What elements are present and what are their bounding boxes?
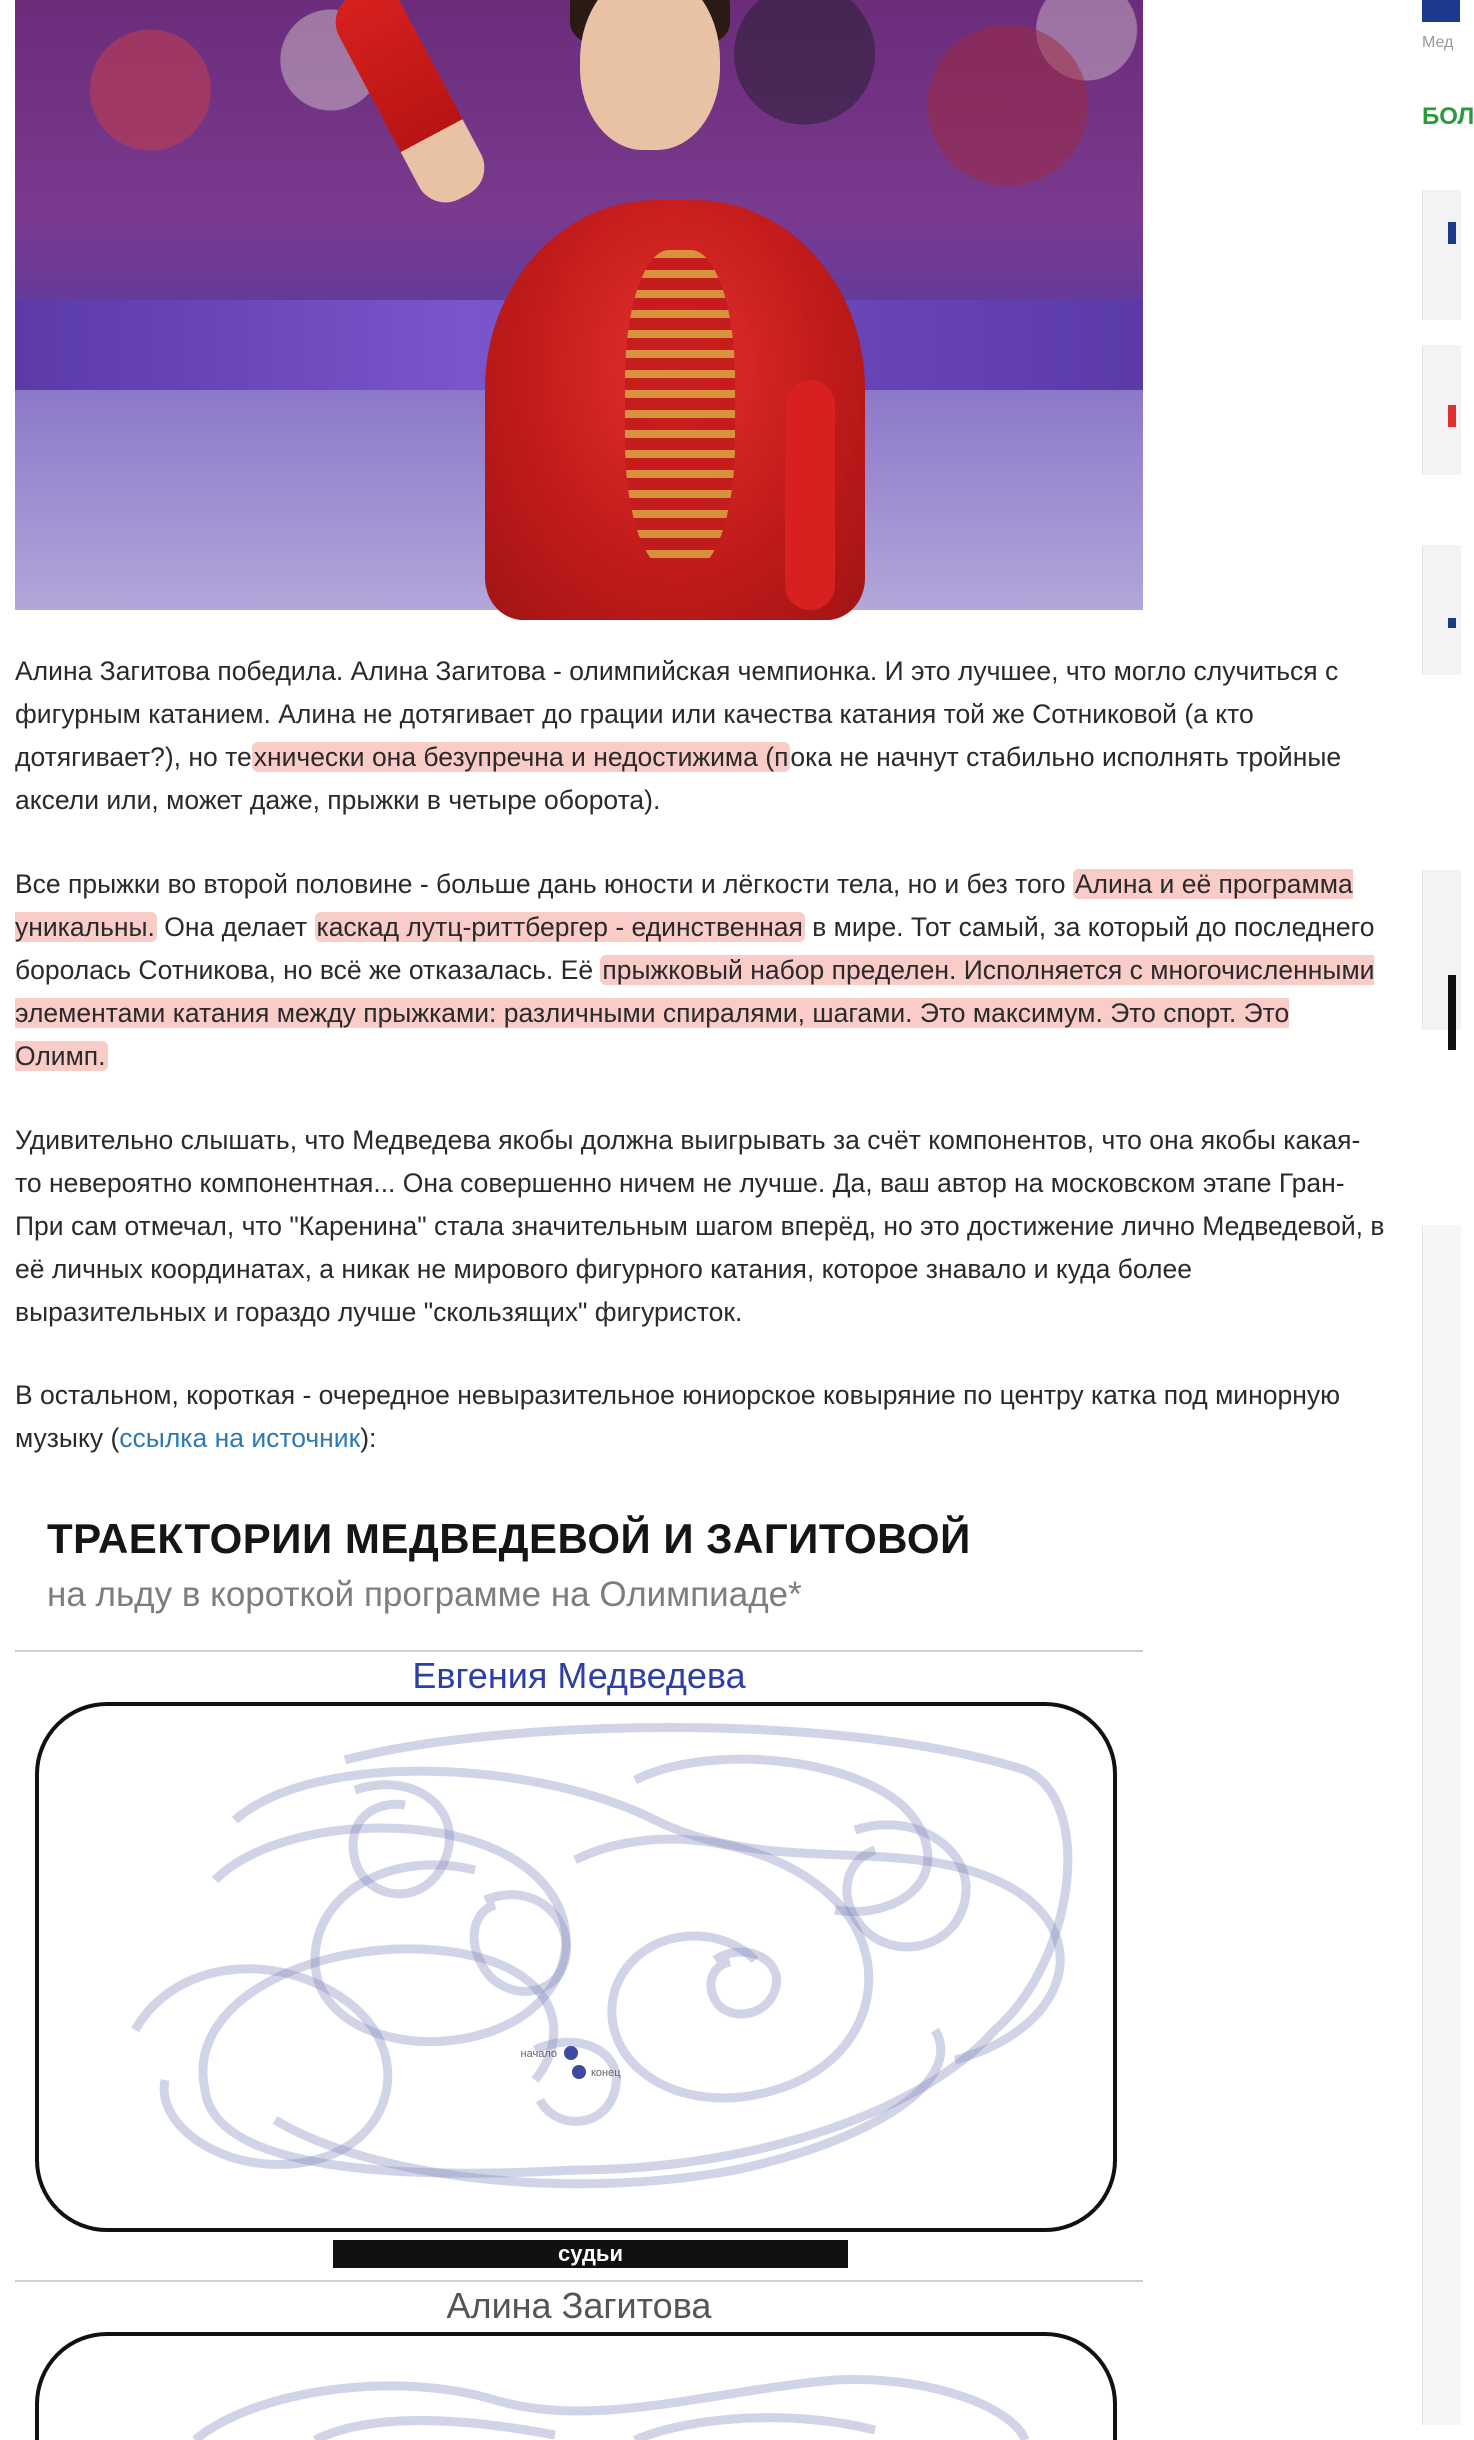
paragraph-text: Она делает (156, 912, 315, 942)
article-paragraph-1 (15, 650, 1385, 822)
sidebar-card[interactable] (1422, 190, 1461, 320)
end-label: конец (591, 2067, 621, 2079)
paragraph-text: В остальном, короткая - очередное невыразительное юниорское ковыряние по центру катка под минорную музыку ( (15, 1380, 1340, 1453)
rink-outline (37, 1704, 1115, 2230)
paragraph-text: Алина Загитова победила. Алина Загитова - олимпийская чемпионка. И это лучшее, что могло случиться с фигурным катанием. Алина не дотягивает до грации или качества катания той же Сотниковой (а кто дотягивает?), но те (15, 656, 1339, 772)
article-hero-photo[interactable] (15, 0, 1143, 610)
sidebar-card-icon (1448, 618, 1456, 628)
sidebar-caption: Мед (1422, 34, 1454, 51)
photo-face (580, 0, 720, 150)
trajectory-infographic[interactable] (15, 1495, 1145, 2435)
infographic-subtitle: на льду в короткой программе на Олимпиаде* (47, 1575, 802, 1614)
paragraph-text: Все прыжки во второй половине - больше дань юности и лёгкости тела, но и без того (15, 869, 1073, 899)
article-paragraph-4 (15, 1374, 1385, 1460)
sidebar-heading: БОЛ (1422, 103, 1474, 130)
sidebar-card-icon (1448, 975, 1456, 1050)
medvedeva-rink-diagram (15, 1700, 1143, 2240)
highlighted-text: хнически она безупречна и недостижима (п (253, 742, 789, 772)
highlighted-text: Алина и её программа уникальны. (15, 869, 1353, 942)
photo-red-glove (785, 380, 835, 610)
skater-name-zagitova: Алина Загитова (446, 2285, 712, 2326)
highlighted-text: прыжковый набор пределен. Исполняется с многочисленными элементами катания между прыжками: различными спиралями, шагами. Это максимум. Это спорт. Это Олимп. (15, 955, 1375, 1071)
paragraph-text: в мире. Тот самый, за который до последнего боролась Сотникова, но всё же отказалась. Её (15, 912, 1375, 985)
zagitova-rink-diagram (15, 2330, 1143, 2440)
judges-bar: судьи (333, 2240, 848, 2268)
start-marker (564, 2046, 578, 2060)
paragraph-text: ока не начнут стабильно исполнять тройные аксели или, может даже, прыжки в четыре оборота). (15, 742, 1342, 815)
infographic-title: ТРАЕКТОРИИ МЕДВЕДЕВОЙ И ЗАГИТОВОЙ (47, 1515, 971, 1562)
highlighted-text: каскад лутц-риттбергер - единственная (316, 912, 803, 942)
article-paragraph-2 (15, 863, 1385, 1078)
sidebar-card-icon (1448, 405, 1456, 427)
photo-dress-ornament (625, 250, 735, 570)
sidebar-top-image[interactable] (1422, 0, 1460, 22)
source-link[interactable]: ссылка на источник (119, 1423, 361, 1453)
sidebar-card[interactable] (1422, 545, 1461, 675)
start-label: начало (520, 2048, 557, 2060)
article-paragraph-3: Удивительно слышать, что Медведева якобы должна выигрывать за счёт компонентов, что она якобы какая-то невероятно компонентная... Она совершенно ничем не лучше. Да, ваш автор на московском этапе Гран-При сам отмечал, что "Каренина" стала значительным шагом вперёд, но это достижение лично Медведевой, в её личных координатах, а никак не мирового фигурного катания, которое знавало и куда более выразительных и гораздо лучше "скользящих" фигуристок. (15, 1125, 1385, 1327)
sidebar-card-icon (1448, 222, 1456, 244)
paragraph-text: ): (360, 1423, 377, 1453)
right-sidebar (1400, 0, 1474, 2435)
end-marker (572, 2065, 586, 2079)
divider (15, 1650, 1143, 1652)
sidebar-card[interactable] (1422, 1225, 1461, 2425)
divider (15, 2280, 1143, 2282)
rink-outline (37, 2334, 1115, 2440)
skater-name-medvedeva: Евгения Медведева (412, 1655, 746, 1696)
